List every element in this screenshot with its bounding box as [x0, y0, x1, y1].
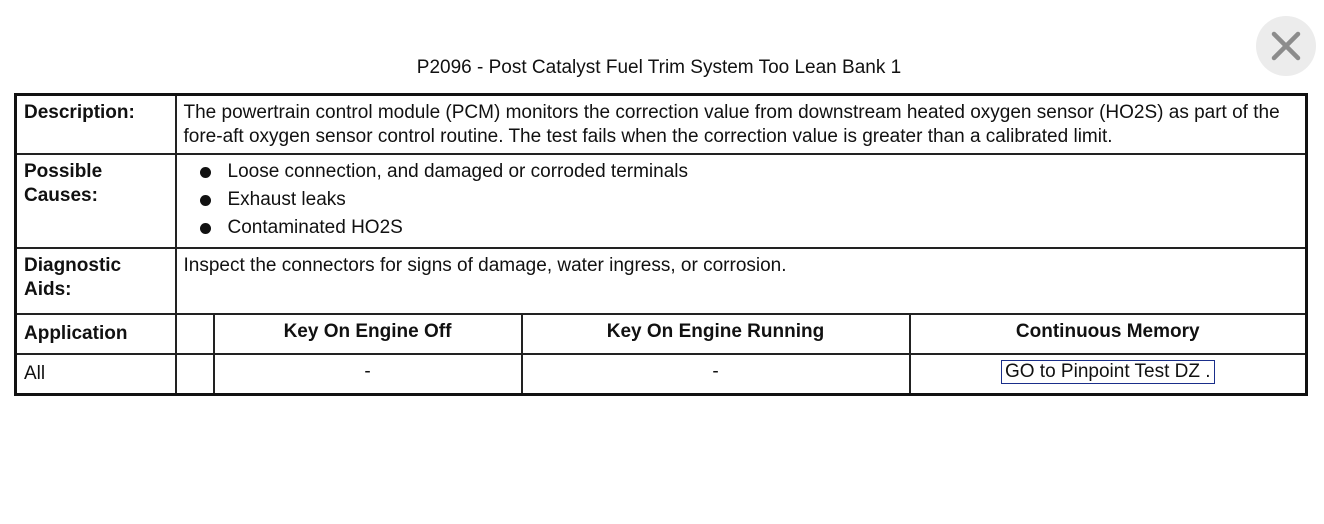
application-value: All: [16, 354, 176, 394]
header-continuous-memory: Continuous Memory: [910, 314, 1307, 354]
pinpoint-test-link[interactable]: GO to Pinpoint Test DZ .: [1001, 360, 1215, 384]
diagnostic-aids-text: Inspect the connectors for signs of damage, water ingress, or corrosion.: [176, 248, 1307, 314]
application-header-row: [16, 314, 1307, 354]
blank-header: [176, 314, 214, 354]
cause-item: Exhaust leaks: [198, 186, 1299, 214]
possible-causes-row: [16, 154, 1307, 248]
description-row: [16, 95, 1307, 155]
description-text: The powertrain control module (PCM) monitors the correction value from downstream heated oxygen sensor (HO2S) as part of the fore-aft oxygen sensor control routine. The test fails when the correction value is greater than a calibrated limit.: [176, 95, 1307, 155]
cause-item: Loose connection, and damaged or corroded terminals: [198, 158, 1299, 186]
key-on-engine-running-value: -: [522, 354, 910, 394]
blank-cell: [176, 354, 214, 394]
possible-causes-label: Possible Causes:: [16, 154, 176, 248]
diagnostic-aids-row: [16, 248, 1307, 314]
header-key-on-engine-running: Key On Engine Running: [522, 314, 910, 354]
possible-causes-cell: [176, 154, 1307, 248]
table-row: [16, 354, 1307, 394]
key-on-engine-off-value: -: [214, 354, 522, 394]
dtc-info-table: [14, 93, 1308, 396]
diagnostic-aids-label: Diagnostic Aids:: [16, 248, 176, 314]
continuous-memory-cell: [910, 354, 1307, 394]
application-label: Application: [16, 314, 176, 354]
cause-item: Contaminated HO2S: [198, 214, 1299, 242]
description-label: Description:: [16, 95, 176, 155]
header-key-on-engine-off: Key On Engine Off: [214, 314, 522, 354]
page-title: P2096 - Post Catalyst Fuel Trim System Too Lean Bank 1: [416, 57, 902, 78]
possible-causes-list: [184, 158, 1299, 242]
